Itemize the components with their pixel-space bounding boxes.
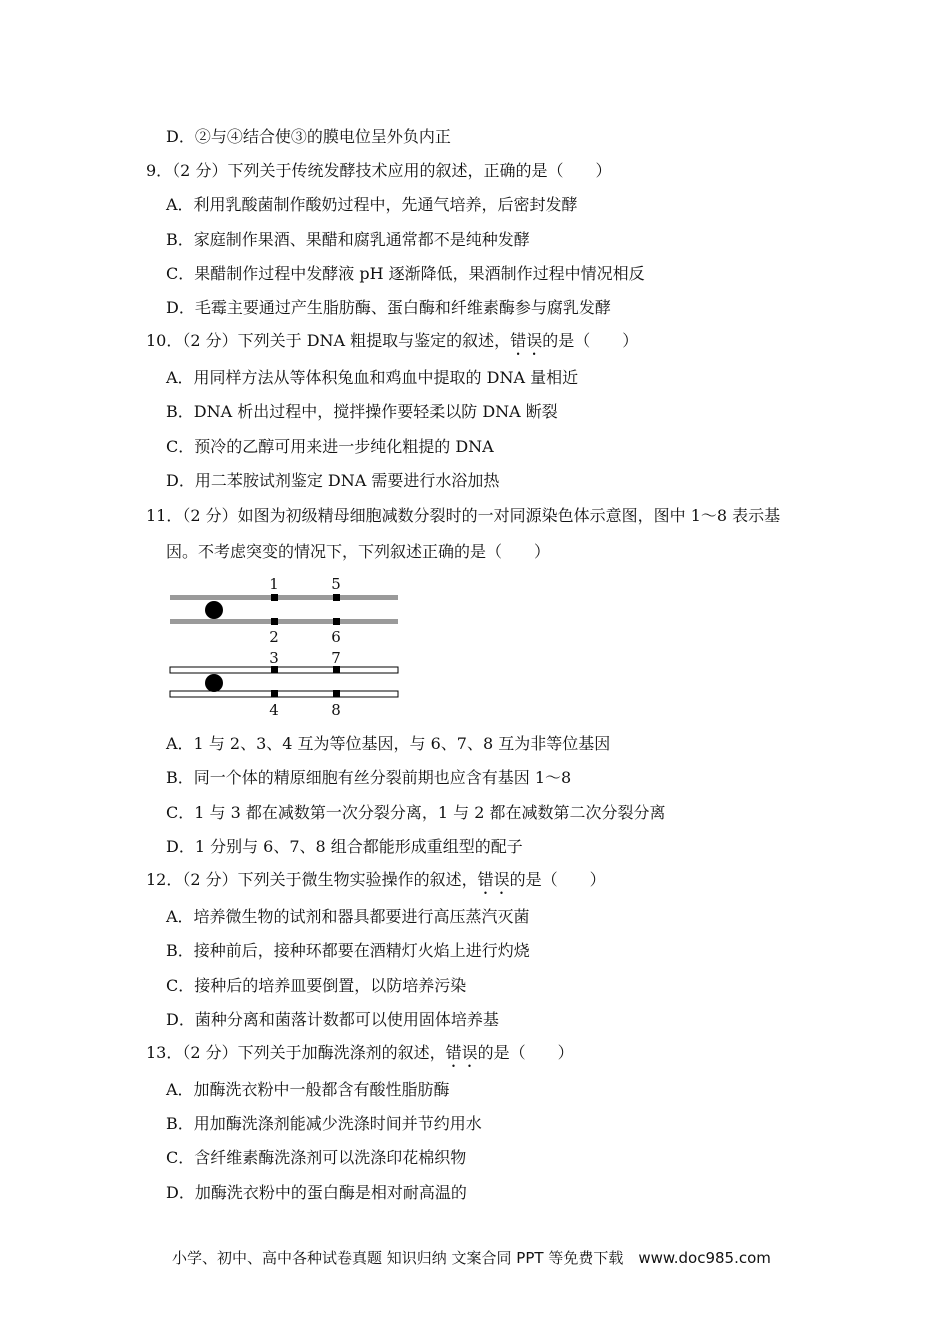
gene-marker-1 (271, 594, 278, 601)
q12-option-d: D．菌种分离和菌落计数都可以使用固体培养基 (166, 1010, 499, 1029)
q9-option-c: C．果醋制作过程中发酵液 pH 逐渐降低，果酒制作过程中情况相反 (166, 264, 645, 283)
q10-option-d: D．用二苯胺试剂鉴定 DNA 需要进行水浴加热 (166, 471, 500, 490)
q9-option-b: B．家庭制作果酒、果醋和腐乳通常都不是纯种发酵 (166, 230, 530, 249)
gene-marker-3 (271, 666, 278, 673)
q12-option-a: A．培养微生物的试剂和器具都要进行高压蒸汽灭菌 (166, 907, 530, 926)
q11-option-d: D．1 分别与 6、7、8 组合都能形成重组型的配子 (166, 837, 523, 856)
gene-label-2: 2 (269, 628, 279, 646)
q12-option-c: C．接种后的培养皿要倒置，以防培养污染 (166, 976, 467, 995)
q12-stem-emphasis: 错误 (477, 870, 510, 889)
q9-option-d: D．毛霉主要通过产生脂肪酶、蛋白酶和纤维素酶参与腐乳发酵 (166, 298, 611, 317)
gene-label-6: 6 (331, 628, 341, 646)
q13-option-d: D．加酶洗衣粉中的蛋白酶是相对耐高温的 (166, 1183, 467, 1202)
q13-option-b: B．用加酶洗涤剂能减少洗涤时间并节约用水 (166, 1114, 482, 1133)
gene-marker-6 (333, 618, 340, 625)
gene-label-5: 5 (331, 575, 341, 593)
q11-stem-line1: 11．（2 分）如图为初级精母细胞减数分裂时的一对同源染色体示意图，图中 1～8 表示基 (146, 506, 781, 525)
chromatid-bottom-1 (170, 667, 398, 673)
centromere-top (205, 601, 223, 619)
q11-option-a: A．1 与 2、3、4 互为等位基因，与 6、7、8 互为非等位基因 (166, 734, 611, 753)
gene-label-1: 1 (269, 575, 279, 593)
q9-option-a: A．利用乳酸菌制作酸奶过程中，先通气培养，后密封发酵 (166, 195, 578, 214)
chromatid-top-2 (170, 619, 398, 624)
q10-stem-emphasis: 错误 (510, 331, 543, 350)
gene-label-4: 4 (269, 701, 279, 719)
q9-stem: 9．（2 分）下列关于传统发酵技术应用的叙述，正确的是（ ） (146, 161, 612, 180)
chromosome-diagram (166, 572, 406, 722)
q10-option-b: B．DNA 析出过程中，搅拌操作要轻柔以防 DNA 断裂 (166, 402, 558, 421)
q10-option-c: C．预冷的乙醇可用来进一步纯化粗提的 DNA (166, 437, 494, 456)
q11-option-c: C．1 与 3 都在减数第一次分裂分离，1 与 2 都在减数第二次分裂分离 (166, 803, 666, 822)
q12-stem-pre: 12．（2 分）下列关于微生物实验操作的叙述， (146, 870, 478, 889)
gene-label-7: 7 (331, 649, 341, 667)
q12-stem-post: 的是（ ） (509, 870, 606, 889)
q10-stem-pre: 10．（2 分）下列关于 DNA 粗提取与鉴定的叙述， (146, 331, 511, 350)
gene-label-3: 3 (269, 649, 279, 667)
centromere-bottom (205, 674, 223, 692)
q11-option-b: B．同一个体的精原细胞有丝分裂前期也应含有基因 1～8 (166, 768, 572, 787)
q10-option-a: A．用同样方法从等体积兔血和鸡血中提取的 DNA 量相近 (166, 368, 579, 387)
page-footer: 小学、初中、高中各种试卷真题 知识归纳 文案合同 PPT 等免费下载 www.doc985.com (172, 1249, 771, 1267)
q12-stem (146, 870, 606, 898)
q8-option-d: D．②与④结合使③的膜电位呈外负内正 (166, 127, 451, 146)
gene-marker-2 (271, 618, 278, 625)
q13-option-c: C．含纤维素酶洗涤剂可以洗涤印花棉织物 (166, 1148, 467, 1167)
gene-marker-4 (271, 690, 278, 697)
chromatid-bottom-2 (170, 691, 398, 697)
q10-stem (146, 331, 638, 359)
q11-stem-line2: 因。不考虑突变的情况下，下列叙述正确的是（ ） (166, 542, 551, 561)
gene-label-8: 8 (331, 701, 341, 719)
q10-stem-post: 的是（ ） (542, 331, 639, 350)
q12-option-b: B．接种前后，接种环都要在酒精灯火焰上进行灼烧 (166, 941, 530, 960)
q13-stem (146, 1043, 574, 1071)
gene-marker-7 (333, 666, 340, 673)
q13-option-a: A．加酶洗衣粉中一般都含有酸性脂肪酶 (166, 1080, 450, 1099)
gene-marker-8 (333, 690, 340, 697)
gene-marker-5 (333, 594, 340, 601)
q13-stem-emphasis: 错误 (445, 1043, 478, 1062)
chromatid-top-1 (170, 595, 398, 600)
q13-stem-pre: 13．（2 分）下列关于加酶洗涤剂的叙述， (146, 1043, 446, 1062)
q13-stem-post: 的是（ ） (477, 1043, 574, 1062)
